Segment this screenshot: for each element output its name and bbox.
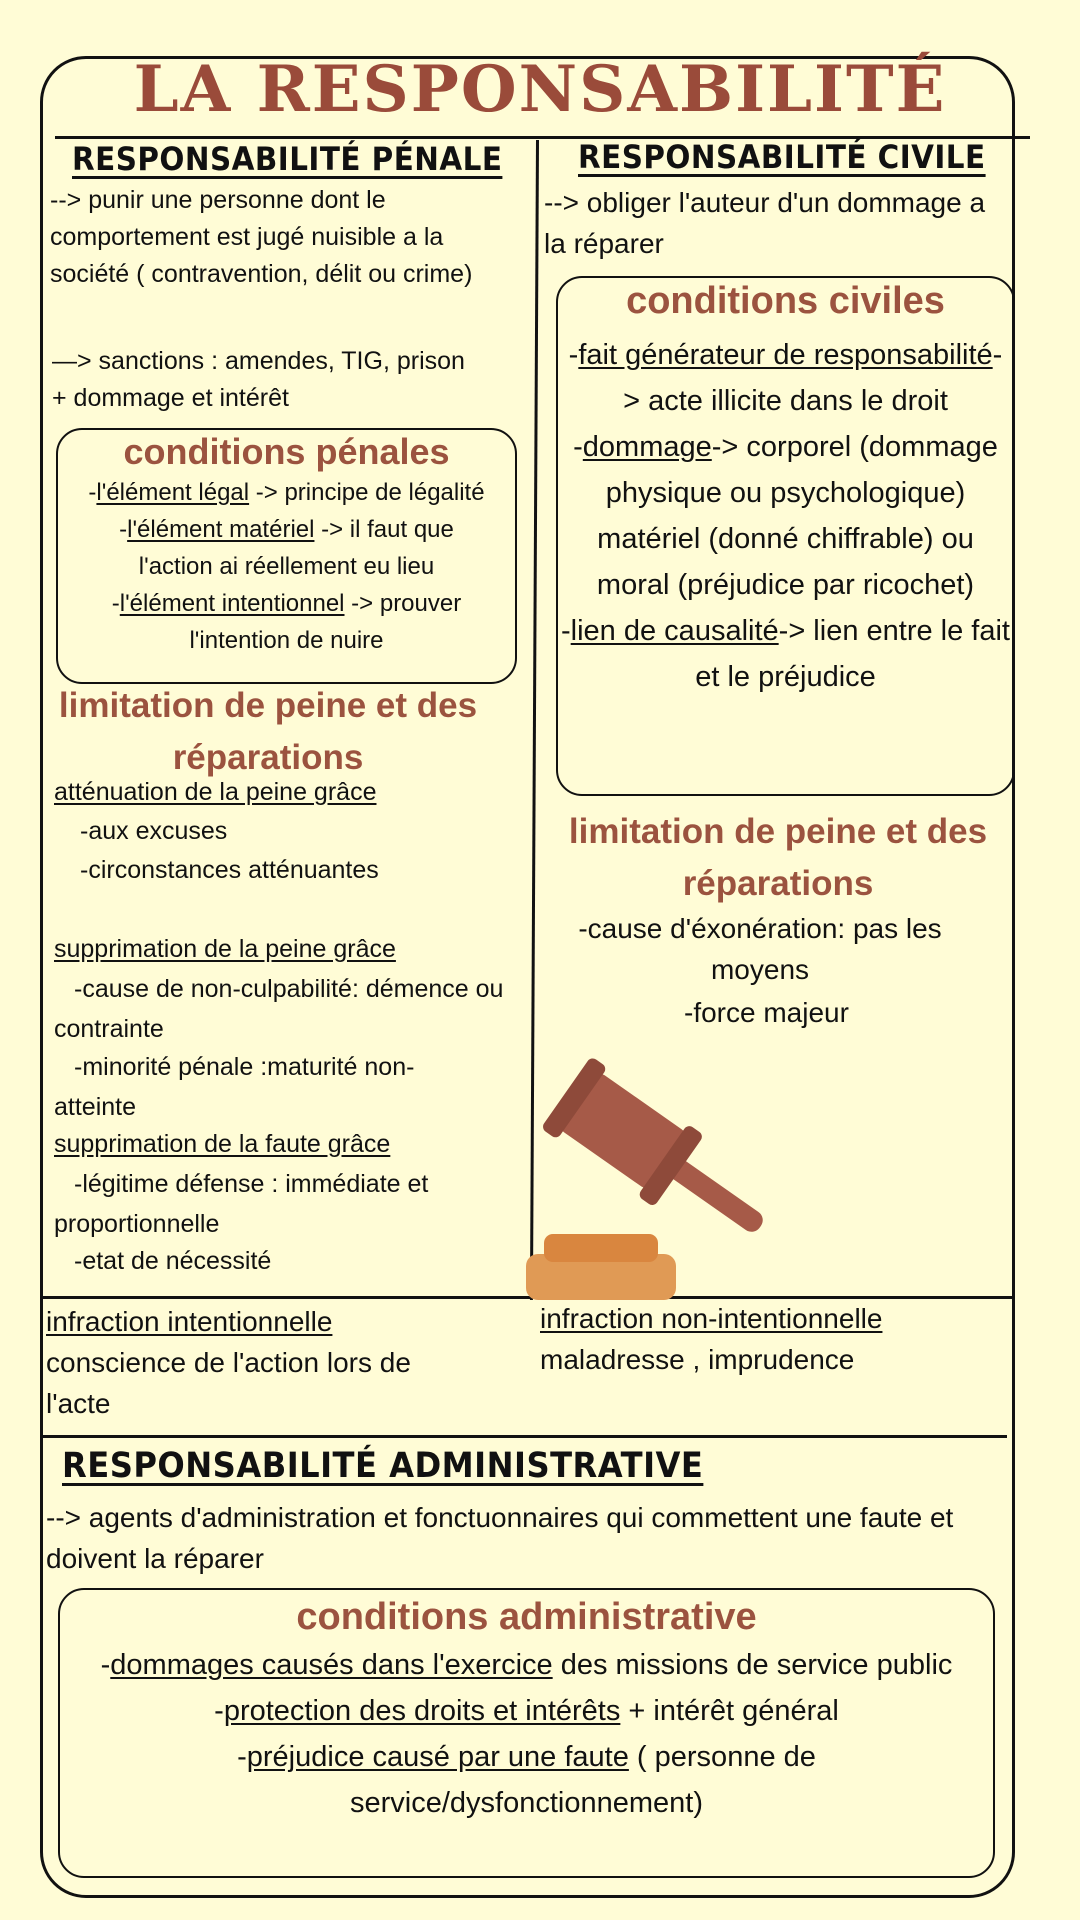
civile-heading: RESPONSABILITÉ CIVILE: [578, 138, 986, 176]
administrative-condition-3: -préjudice causé par une faute ( personne de service/dysfonctionnement): [237, 1741, 816, 1819]
gavel-base-top: [544, 1234, 658, 1262]
penale-conditions-title: conditions pénales: [123, 431, 450, 472]
penale-limitation-title: limitation de peine et des réparations: [58, 686, 478, 777]
administrative-condition-1-term: dommages causés dans l'exercice: [110, 1649, 553, 1681]
administrative-intro: --> agents d'administration et fonctuonnaires qui commettent une faute et doivent la réparer: [46, 1502, 954, 1574]
penale-sanctions-line-1: —> sanctions : amendes, TIG, prison: [52, 347, 465, 375]
penale-condition-3: -l'élément intentionnel -> prouver l'intention de nuire: [111, 590, 462, 654]
civile-condition-3-term: lien de causalité: [570, 615, 779, 647]
civile-limitation-title: limitation de peine et des réparations: [568, 812, 988, 903]
infraction-intentionnelle-heading: infraction intentionnelle: [46, 1306, 333, 1337]
civile-conditions-box: [556, 276, 1015, 796]
penale-condition-1: -l'élément légal -> principe de légalité: [88, 479, 485, 506]
civile-limitation-1: -cause d'éxonération: pas les moyens: [578, 913, 942, 985]
penale-condition-2-term: l'élément matériel: [127, 516, 315, 543]
penale-supp-peine-1: -cause de non-culpabilité: démence ou contrainte: [54, 975, 504, 1043]
civile-conditions-title: conditions civiles: [626, 280, 945, 322]
gavel-icon: [520, 1050, 820, 1300]
penale-condition-3-term: l'élément intentionnel: [119, 590, 345, 617]
civile-condition-1-term: fait générateur de responsabilité: [578, 339, 993, 371]
penale-supp-faute-2: -etat de nécessité: [74, 1247, 272, 1275]
penale-supp-faute-heading: supprimation de la faute grâce: [54, 1130, 391, 1158]
civile-condition-2-term: dommage: [582, 431, 712, 463]
infraction-non-intentionnelle-heading: infraction non-intentionnelle: [540, 1303, 883, 1334]
penale-supp-peine-heading: supprimation de la peine grâce: [54, 935, 396, 963]
civile-condition-1: -fait générateur de responsabilité-> acte illicite dans le droit: [568, 339, 1003, 417]
administrative-conditions-box: [58, 1588, 995, 1878]
civile-condition-3: -lien de causalité-> lien entre le fait et le préjudice: [561, 615, 1010, 693]
penale-condition-1-term: l'élément légal: [96, 479, 250, 506]
administrative-divider: [40, 1435, 1007, 1438]
page-title: LA RESPONSABILITÉ: [133, 52, 947, 127]
penale-supp-faute-1: -légitime défense : immédiate et proportionnelle: [54, 1170, 429, 1238]
penale-supp-peine-2: -minorité pénale :maturité non-atteinte: [54, 1053, 415, 1121]
administrative-condition-3-term: préjudice causé par une faute: [246, 1741, 629, 1773]
infraction-intentionnelle-text: conscience de l'action lors de l'acte: [46, 1347, 411, 1419]
infraction-non-intentionnelle-text: maladresse , imprudence: [540, 1344, 855, 1375]
administrative-heading: RESPONSABILITÉ ADMINISTRATIVE: [62, 1446, 704, 1486]
penale-condition-2: -l'élément matériel -> il faut que l'action ai réellement eu lieu: [119, 516, 454, 580]
penale-attenuation-2: -circonstances atténuantes: [80, 856, 379, 884]
penale-attenuation-heading: atténuation de la peine grâce: [54, 778, 377, 806]
administrative-conditions-title: conditions administrative: [296, 1596, 757, 1638]
civile-limitation-2: -force majeur: [684, 997, 849, 1028]
administrative-condition-1: -dommages causés dans l'exercice des missions de service public: [100, 1649, 953, 1681]
penale-heading: RESPONSABILITÉ PÉNALE: [72, 140, 503, 178]
penale-sanctions-line-2: + dommage et intérêt: [52, 384, 289, 412]
penale-attenuation-1: -aux excuses: [80, 817, 228, 845]
administrative-condition-2: -protection des droits et intérêts + intérêt général: [214, 1695, 839, 1727]
administrative-condition-2-term: protection des droits et intérêts: [223, 1695, 621, 1727]
civile-condition-2: -dommage-> corporel (dommage physique ou psychologique) matériel (donné chiffrable) ou moral (préjudice par ricochet): [573, 431, 998, 601]
penale-intro: --> punir une personne dont le comportement est jugé nuisible a la société ( contravention, délit ou crime): [50, 186, 473, 288]
civile-intro: --> obliger l'auteur d'un dommage a la réparer: [544, 187, 986, 259]
penale-conditions-box: [56, 428, 517, 684]
